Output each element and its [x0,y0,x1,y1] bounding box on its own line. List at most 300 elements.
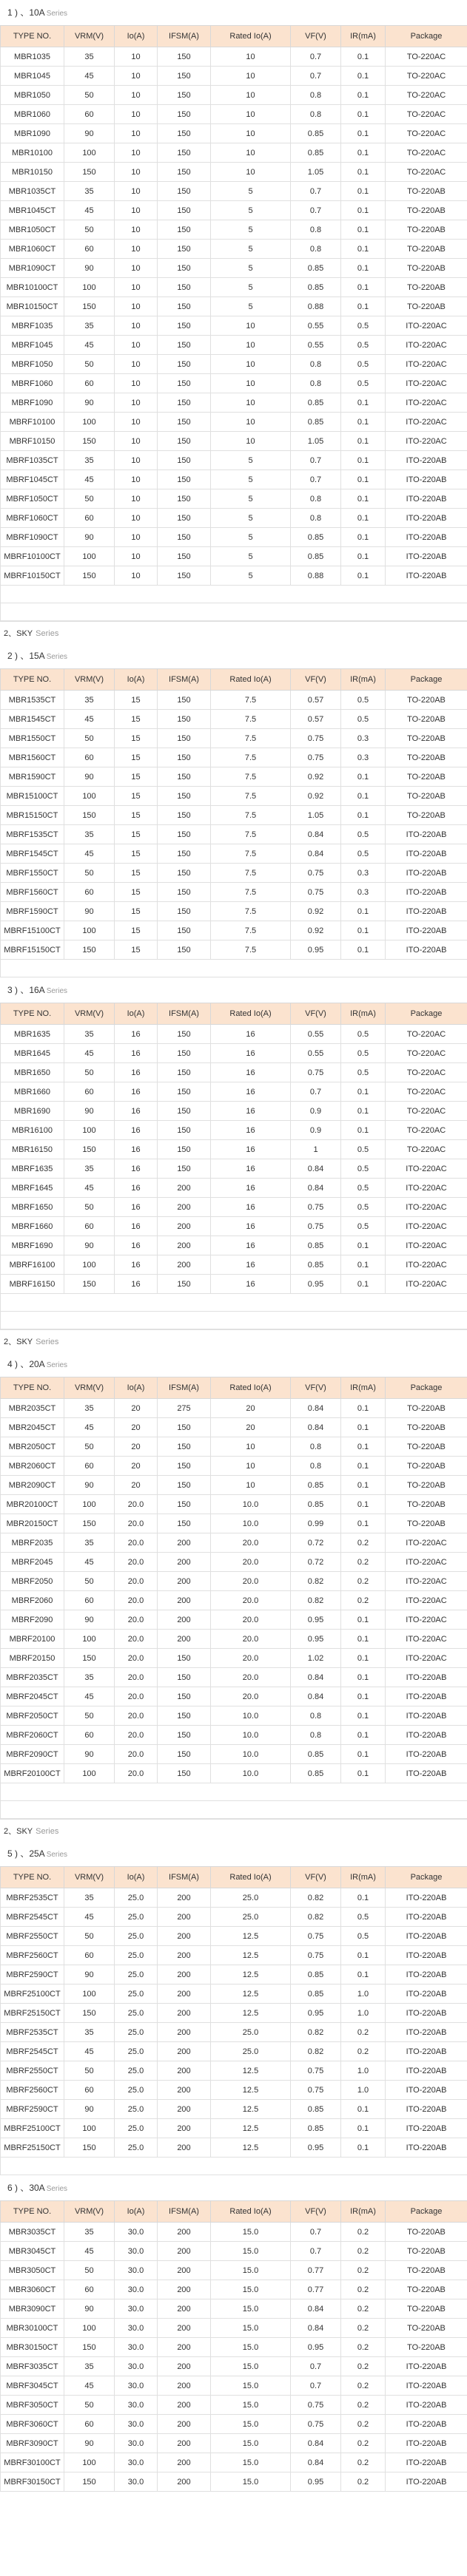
table-row [1,528,467,547]
table-cell: 0.1 [341,470,386,489]
table-cell: 200 [158,1908,211,1927]
table-cell: 12.5 [211,2138,291,2158]
table-cell: 30.0 [115,2472,158,2492]
table-cell: MBRF3035CT [1,2357,64,2376]
table-cell: 0.1 [341,1630,386,1649]
table-cell: 35 [64,451,115,470]
table-cell: 25.0 [115,1984,158,2004]
table-cell: 20 [115,1476,158,1495]
table-cell: 0.85 [291,1984,341,2004]
table-cell: 0.5 [341,844,386,864]
table-cell: 1.02 [291,1649,341,1668]
table-cell: 20.0 [115,1764,158,1783]
table-cell: ITO-220AB [386,1745,467,1764]
table-cell: 10 [211,143,291,163]
table-cell: 15.0 [211,2453,291,2472]
table-cell: 150 [158,902,211,921]
table-cell: 10.0 [211,1706,291,1726]
table-cell: 0.84 [291,2299,341,2319]
table-row [1,1668,467,1687]
table-cell: 20.0 [115,1630,158,1649]
table-cell: 15 [115,806,158,825]
table-cell: 16 [115,1198,158,1217]
table-row [1,1476,467,1495]
table-cell: 0.1 [341,1437,386,1457]
table-cell: 30.0 [115,2338,158,2357]
table-cell: ITO-220AB [386,2376,467,2396]
column-header: Package [386,26,467,47]
table-cell: 0.85 [291,1495,341,1514]
table-cell: MBRF3060CT [1,2415,64,2434]
table-cell: ITO-220AC [386,1649,467,1668]
table-cell: 15.0 [211,2319,291,2338]
table-cell: 16 [115,1140,158,1159]
blank-cell [1,1783,467,1801]
table-row [1,2319,467,2338]
table-cell: 150 [158,1745,211,1764]
table-cell: 60 [64,105,115,124]
table-cell: 0.5 [341,1140,386,1159]
table-cell: TO-220AB [386,1457,467,1476]
table-cell: 50 [64,1927,115,1946]
table-cell: 150 [158,825,211,844]
table-cell: MBRF1545CT [1,844,64,864]
table-cell: ITO-220AC [386,355,467,374]
table-row [1,1140,467,1159]
table-row [1,1418,467,1437]
table-cell: 20.0 [211,1533,291,1553]
table-cell: 0.85 [291,1255,341,1275]
table-cell: 20.0 [115,1745,158,1764]
table-row [1,1495,467,1514]
table-cell: 60 [64,748,115,767]
table-cell: TO-220AB [386,1514,467,1533]
table-cell: TO-220AB [386,691,467,710]
column-header: Io(A) [115,1377,158,1399]
table-cell: 50 [64,2261,115,2280]
table-cell: 16 [115,1025,158,1044]
table-cell: 10 [115,182,158,201]
table-cell: 35 [64,2357,115,2376]
column-header: Rated Io(A) [211,1867,291,1888]
table-cell: ITO-220AB [386,566,467,586]
table-cell: MBR1060CT [1,240,64,259]
table-cell: 100 [64,1630,115,1649]
table-row [1,336,467,355]
table-cell: ITO-220AB [386,1706,467,1726]
table-cell: 16 [211,1140,291,1159]
table-cell: 0.95 [291,2138,341,2158]
table-cell: 20 [211,1399,291,1418]
table-row [1,1908,467,1927]
table-cell: 16 [211,1179,291,1198]
table-cell: 150 [158,883,211,902]
table-cell: 50 [64,1437,115,1457]
table-cell: MBR1035CT [1,182,64,201]
table-cell: MBRF10100CT [1,547,64,566]
table-cell: 5 [211,259,291,278]
table-cell: 0.5 [341,1927,386,1946]
table-cell: 0.2 [341,1591,386,1610]
table-cell: 0.1 [341,1649,386,1668]
table-cell: MBRF2535CT [1,1888,64,1908]
table-cell: 20 [115,1457,158,1476]
table-cell: 60 [64,2280,115,2299]
table-cell: 0.1 [341,1745,386,1764]
table-cell: 0.8 [291,240,341,259]
table-row [1,767,467,787]
spec-table [0,1377,467,1819]
table-cell: 20.0 [115,1514,158,1533]
table-cell: 0.1 [341,2138,386,2158]
table-cell: 10 [115,124,158,143]
table-row [1,2415,467,2434]
table-cell: 7.5 [211,883,291,902]
column-header: IR(mA) [341,669,386,691]
table-cell: 0.8 [291,1706,341,1726]
spec-table [0,668,467,977]
table-row [1,864,467,883]
table-cell: 150 [158,413,211,432]
section-title-label: 5 ) 、25A [7,1848,45,1859]
table-cell: 25.0 [115,1888,158,1908]
table-cell: 15 [115,844,158,864]
column-header: TYPE NO. [1,1867,64,1888]
table-cell: MBRF1550CT [1,864,64,883]
table-cell: 7.5 [211,940,291,960]
table-cell: 60 [64,240,115,259]
table-cell: 10 [211,1476,291,1495]
table-cell: 150 [158,1668,211,1687]
table-cell: 90 [64,1236,115,1255]
table-row [1,710,467,729]
table-cell: 0.75 [291,2081,341,2100]
table-cell: 0.75 [291,748,341,767]
table-cell: TO-220AC [386,105,467,124]
table-cell: MBRF2560CT [1,2081,64,2100]
table-cell: 20.0 [211,1630,291,1649]
column-header: Rated Io(A) [211,1003,291,1025]
table-cell: 15.0 [211,2357,291,2376]
column-header: Package [386,669,467,691]
column-header: IR(mA) [341,2201,386,2223]
table-cell: 0.1 [341,1610,386,1630]
table-cell: 20 [115,1437,158,1457]
table-cell: 200 [158,2434,211,2453]
table-cell: MBRF1590CT [1,902,64,921]
section-title-suffix: Series [46,2185,68,2193]
table-cell: 5 [211,566,291,586]
spec-table [0,2200,467,2492]
table-cell: 15.0 [211,2223,291,2242]
table-cell: MBRF2590CT [1,2100,64,2119]
table-cell: 10 [115,336,158,355]
table-cell: 200 [158,2023,211,2042]
table-cell: 0.1 [341,1888,386,1908]
table-cell: 16 [211,1082,291,1102]
table-cell: 0.77 [291,2261,341,2280]
table-cell: 25.0 [115,2119,158,2138]
header-row [1,26,467,47]
table-cell: MBR2090CT [1,1476,64,1495]
table-cell: 0.2 [341,2453,386,2472]
table-cell: TO-220AB [386,729,467,748]
table-cell: ITO-220AB [386,1908,467,1927]
table-cell: 15 [115,729,158,748]
table-cell: MBR1090 [1,124,64,143]
table-row [1,921,467,940]
table-cell: 25.0 [115,2061,158,2081]
table-cell: ITO-220AB [386,902,467,921]
table-row [1,1745,467,1764]
table-cell: 0.85 [291,2119,341,2138]
table-cell: 0.85 [291,393,341,413]
table-cell: MBRF2550CT [1,2061,64,2081]
series-group-heading [0,621,467,643]
table-cell: MBRF1645 [1,1179,64,1198]
series-group-label: 2、SKY [4,1827,33,1836]
table-row [1,1198,467,1217]
table-cell: 100 [64,1121,115,1140]
table-cell: 150 [64,2138,115,2158]
table-cell: 7.5 [211,921,291,940]
table-row [1,240,467,259]
table-cell: 200 [158,2119,211,2138]
table-row [1,259,467,278]
table-cell: 35 [64,2023,115,2042]
column-header: VF(V) [291,669,341,691]
table-cell: 0.1 [341,393,386,413]
column-header: IFSM(A) [158,26,211,47]
table-cell: 35 [64,2223,115,2242]
table-row [1,489,467,509]
table-cell: MBR2045CT [1,1418,64,1437]
table-cell: TO-220AC [386,47,467,67]
table-cell: ITO-220AB [386,528,467,547]
table-cell: 200 [158,1927,211,1946]
table-cell: 0.1 [341,1399,386,1418]
table-cell: 0.85 [291,547,341,566]
table-cell: 60 [64,2081,115,2100]
table-cell: MBR16150 [1,1140,64,1159]
table-cell: TO-220AB [386,2299,467,2319]
table-cell: 150 [158,220,211,240]
table-cell: 0.75 [291,1063,341,1082]
table-cell: 10 [115,316,158,336]
blank-cell [1,1801,467,1819]
table-cell: 200 [158,1572,211,1591]
table-cell: 15.0 [211,2396,291,2415]
table-cell: 16 [115,1102,158,1121]
table-cell: 200 [158,1217,211,1236]
table-cell: 0.2 [341,2338,386,2357]
table-row [1,940,467,960]
table-cell: 50 [64,1572,115,1591]
table-cell: 100 [64,1495,115,1514]
table-cell: ITO-220AB [386,2081,467,2100]
table-cell: 16 [211,1063,291,1082]
table-cell: 0.85 [291,413,341,432]
table-cell: 150 [158,278,211,297]
section-title-label: 4 ) 、20A [7,1359,45,1369]
table-cell: 7.5 [211,710,291,729]
table-cell: 7.5 [211,844,291,864]
table-cell: 5 [211,201,291,220]
table-cell: 10 [211,413,291,432]
section-title-suffix: Series [46,1851,68,1859]
table-cell: 200 [158,2299,211,2319]
table-cell: MBR10100 [1,143,64,163]
table-cell: 0.1 [341,432,386,451]
table-cell: 50 [64,729,115,748]
table-cell: 5 [211,489,291,509]
table-cell: 200 [158,1946,211,1965]
table-cell: 0.5 [341,691,386,710]
table-cell: 5 [211,182,291,201]
table-cell: 150 [158,1044,211,1063]
table-cell: 0.1 [341,1706,386,1726]
table-cell: 35 [64,1399,115,1418]
table-cell: 30.0 [115,2280,158,2299]
table-cell: MBR10150 [1,163,64,182]
table-row [1,2242,467,2261]
table-cell: TO-220AB [386,1437,467,1457]
table-cell: 50 [64,1198,115,1217]
table-cell: MBRF2550CT [1,1927,64,1946]
column-header: IR(mA) [341,1867,386,1888]
table-cell: 0.1 [341,1965,386,1984]
column-header: VRM(V) [64,26,115,47]
table-cell: 0.85 [291,143,341,163]
column-header: Package [386,2201,467,2223]
table-cell: 45 [64,844,115,864]
table-cell: 0.82 [291,2023,341,2042]
table-cell: 90 [64,528,115,547]
table-cell: 30.0 [115,2261,158,2280]
table-cell: 10 [115,86,158,105]
table-cell: MBR1050CT [1,220,64,240]
spec-table-header [1,1867,467,1888]
table-cell: MBR30150CT [1,2338,64,2357]
table-row [1,1572,467,1591]
table-cell: 0.84 [291,2434,341,2453]
table-cell: 16 [115,1063,158,1082]
table-cell: 25.0 [115,1965,158,1984]
table-cell: 15.0 [211,2472,291,2492]
table-cell: 0.1 [341,940,386,960]
table-cell: 0.8 [291,220,341,240]
table-cell: 45 [64,67,115,86]
table-cell: 90 [64,2434,115,2453]
table-cell: 60 [64,1591,115,1610]
table-cell: MBRF1045CT [1,470,64,489]
column-header: Rated Io(A) [211,26,291,47]
table-cell: 30.0 [115,2299,158,2319]
table-cell: MBR2035CT [1,1399,64,1418]
table-cell: 1.05 [291,432,341,451]
table-cell: 200 [158,2415,211,2434]
spec-table-body [1,2223,467,2492]
table-row [1,86,467,105]
table-cell: MBRF15100CT [1,921,64,940]
table-row [1,1591,467,1610]
table-row [1,2299,467,2319]
table-cell: 0.5 [341,1159,386,1179]
table-cell: 150 [158,691,211,710]
table-cell: 0.1 [341,1687,386,1706]
table-cell: 90 [64,2100,115,2119]
table-row [1,1630,467,1649]
table-row [1,2023,467,2042]
table-cell: 16 [115,1121,158,1140]
table-cell: 5 [211,240,291,259]
header-row [1,1003,467,1025]
table-cell: 0.7 [291,1082,341,1102]
table-cell: ITO-220AB [386,2004,467,2023]
table-cell: 150 [158,1726,211,1745]
table-cell: MBR1535CT [1,691,64,710]
table-cell: 100 [64,2453,115,2472]
table-cell: 45 [64,710,115,729]
table-cell: ITO-220AB [386,1764,467,1783]
table-cell: MBRF2590CT [1,1965,64,1984]
table-cell: 150 [158,316,211,336]
table-cell: 150 [158,143,211,163]
table-cell: 150 [158,566,211,586]
table-row [1,2472,467,2492]
table-row [1,566,467,586]
table-cell: 0.55 [291,1025,341,1044]
table-cell: 0.2 [341,2396,386,2415]
table-cell: MBR1635 [1,1025,64,1044]
table-cell: 90 [64,1476,115,1495]
table-cell: 90 [64,1102,115,1121]
table-cell: MBRF3045CT [1,2376,64,2396]
table-cell: 7.5 [211,729,291,748]
table-cell: 150 [64,1275,115,1294]
section-title [0,1841,467,1866]
table-cell: 0.3 [341,729,386,748]
table-cell: 150 [64,163,115,182]
table-cell: 25.0 [115,1927,158,1946]
table-cell: 0.1 [341,2100,386,2119]
table-cell: 150 [64,566,115,586]
table-cell: MBRF1050CT [1,489,64,509]
section-title [0,643,467,668]
table-row [1,1159,467,1179]
table-row [1,1927,467,1946]
table-cell: 0.5 [341,825,386,844]
table-cell: MBRF1660 [1,1217,64,1236]
table-cell: 0.82 [291,1572,341,1591]
table-cell: 16 [211,1121,291,1140]
table-cell: 10 [115,278,158,297]
table-cell: 20.0 [115,1706,158,1726]
table-cell: MBR1690 [1,1102,64,1121]
table-row [1,47,467,67]
table-row [1,201,467,220]
table-cell: 200 [158,1888,211,1908]
table-cell: 15 [115,864,158,883]
table-cell: 0.75 [291,1217,341,1236]
table-cell: 0.95 [291,2338,341,2357]
table-cell: 10 [211,355,291,374]
table-cell: 0.95 [291,940,341,960]
table-cell: 150 [158,787,211,806]
table-row [1,393,467,413]
table-row [1,883,467,902]
table-cell: 0.5 [341,710,386,729]
